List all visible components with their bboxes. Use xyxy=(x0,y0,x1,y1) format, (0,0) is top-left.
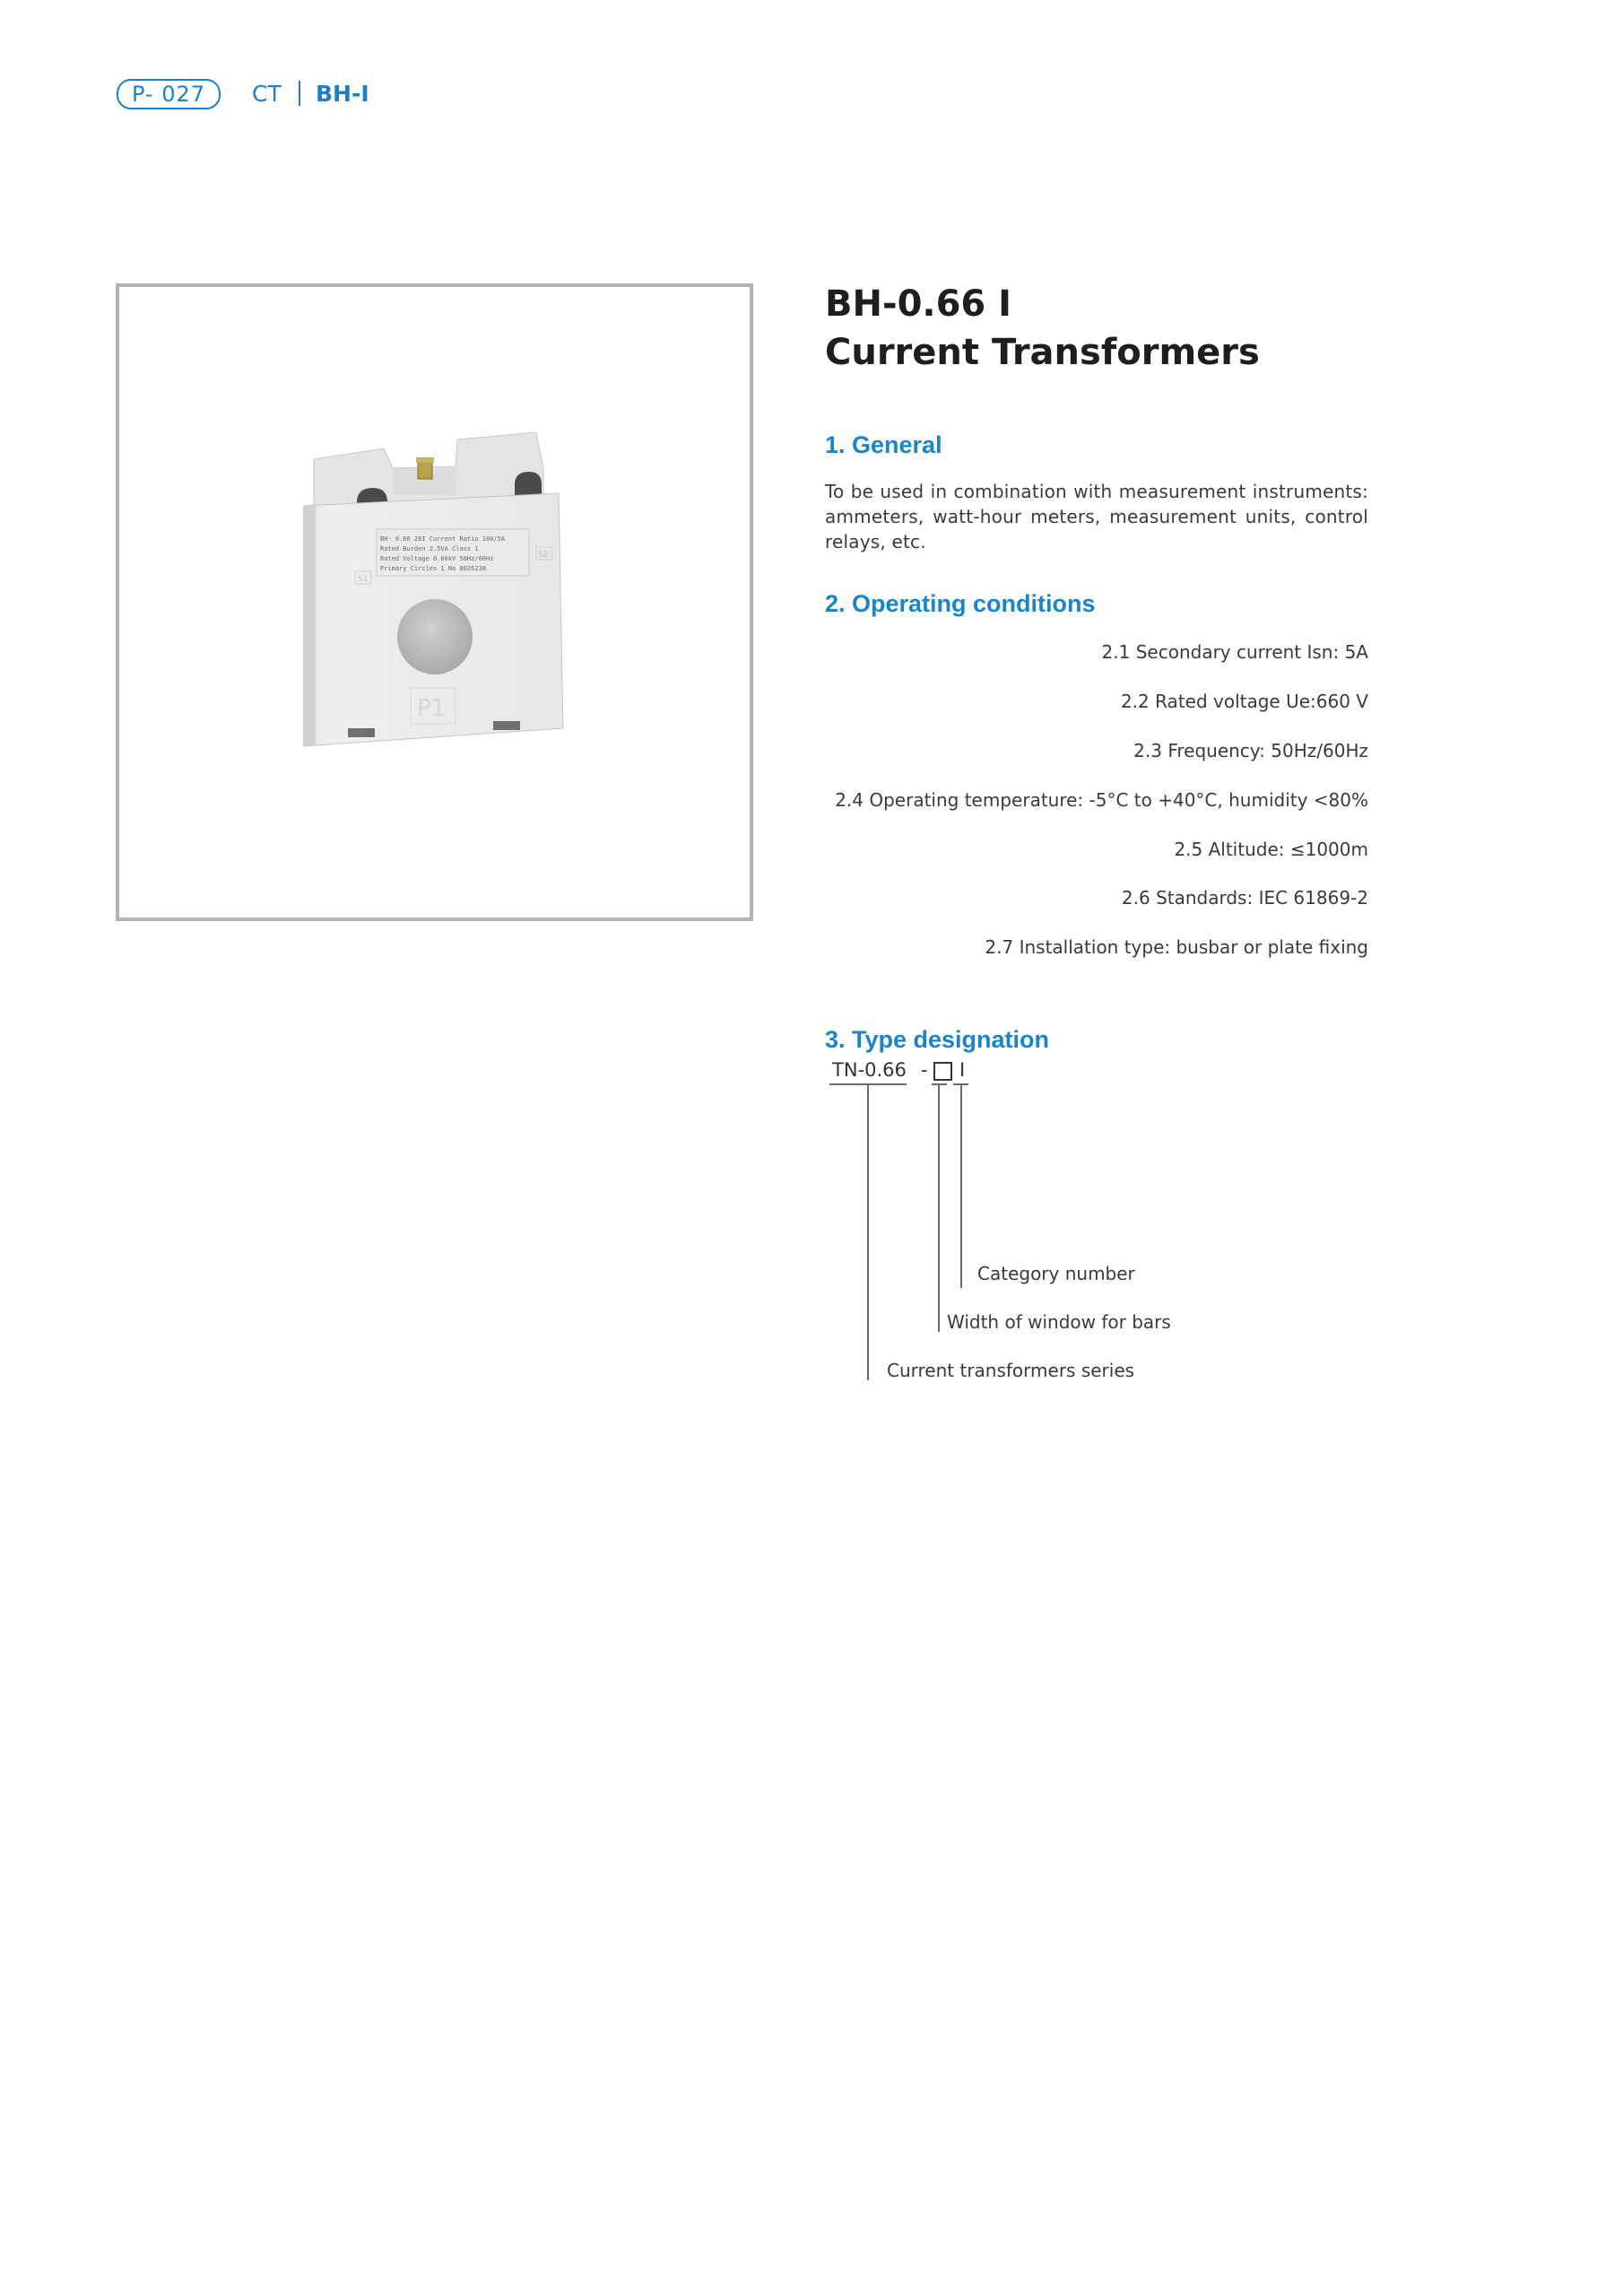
current-transformer-image xyxy=(303,432,572,764)
leader-line-category xyxy=(960,1084,962,1288)
header-category: CT xyxy=(252,81,282,107)
type-code-suffix: I xyxy=(959,1059,966,1081)
svg-text:P1: P1 xyxy=(417,695,447,722)
label-category-number: Category number xyxy=(977,1263,1135,1284)
general-description: To be used in combination with measurement instruments: ammeters, watt-hour meters, measurement units, control relays, etc. xyxy=(825,481,1368,552)
spec-frequency: 2.3 Frequency: 50Hz/60Hz xyxy=(1133,740,1368,761)
section-heading-operating: 2. Operating conditions xyxy=(825,590,1096,617)
label-window-width: Width of window for bars xyxy=(947,1311,1171,1333)
product-image-frame xyxy=(116,283,753,921)
spec-altitude: 2.5 Altitude: ≤1000m xyxy=(1174,839,1368,860)
label-series: Current transformers series xyxy=(887,1360,1135,1381)
leader-line-window xyxy=(938,1084,940,1332)
spec-installation-type: 2.7 Installation type: busbar or plate fixing xyxy=(985,936,1368,958)
spec-secondary-current: 2.1 Secondary current Isn: 5A xyxy=(1101,641,1368,663)
product-title-model: BH-0.66 I xyxy=(825,283,1012,325)
spec-standards: 2.6 Standards: IEC 61869-2 xyxy=(1121,887,1368,909)
type-code-prefix: TN-0.66 xyxy=(832,1059,907,1081)
type-code-dash: - xyxy=(921,1059,928,1081)
spec-operating-temperature: 2.4 Operating temperature: -5°C to +40°C, humidity <80% xyxy=(835,789,1368,811)
product-title xyxy=(825,280,1260,377)
leader-line-series xyxy=(867,1084,869,1380)
section-heading-general: 1. General xyxy=(825,431,942,458)
svg-text:Primary Circles 1 No 8026238: Primary Circles 1 No 8026238 xyxy=(380,565,487,572)
svg-text:Rated Voltage 0.66kV 50Hz/60H: Rated Voltage 0.66kV 50Hz/60Hz xyxy=(380,555,494,562)
product-title-name: Current Transformers xyxy=(825,332,1260,373)
header-divider xyxy=(299,81,300,106)
svg-text:S2: S2 xyxy=(538,551,549,560)
spec-rated-voltage: 2.2 Rated voltage Ue:660 V xyxy=(1120,691,1368,712)
svg-text:S1: S1 xyxy=(358,575,369,584)
type-code-placeholder-box xyxy=(933,1062,952,1081)
header-model-series: BH-I xyxy=(316,81,369,107)
svg-text:BH- 0.66 20I Current Ratio 10: BH- 0.66 20I Current Ratio 100/5A xyxy=(380,535,506,543)
svg-text:Rated Burden 2.5VA Class: Rated Burden 2.5VA Class 1 xyxy=(380,545,479,552)
section-heading-type-designation: 3. Type designation xyxy=(825,1026,1050,1053)
page-number-badge: P- 027 xyxy=(117,79,221,109)
